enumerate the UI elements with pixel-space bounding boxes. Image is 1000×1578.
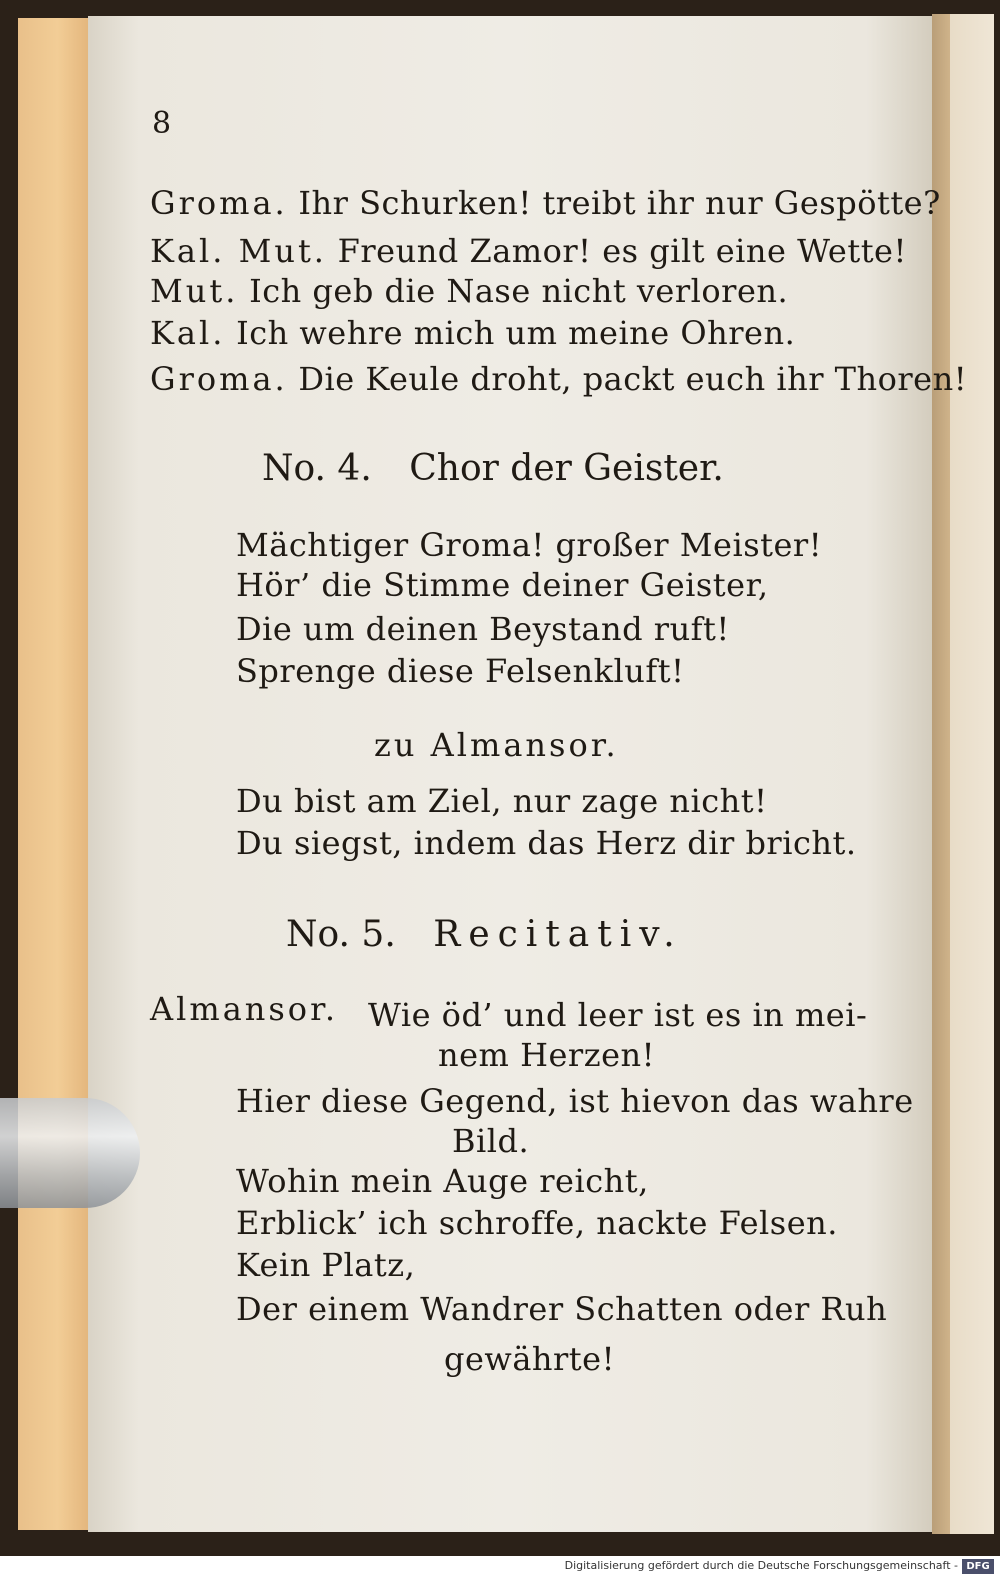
verse-line: Hör’ die Stimme deiner Geister,: [236, 566, 769, 604]
verse-line: Wie öd’ und leer ist es in mei-: [368, 996, 868, 1034]
dialogue-line-2: [150, 232, 907, 270]
dialogue-line-4: [150, 314, 795, 352]
line-text: Ihr Schurken! treibt ihr nur Gespötte?: [298, 184, 941, 222]
verse-line: Hier diese Gegend, ist hievon das wahre: [236, 1082, 914, 1120]
section-title: Recitativ.: [433, 914, 683, 955]
speaker: Mut.: [150, 272, 239, 310]
adjacent-page: [950, 14, 994, 1534]
line-text: Ich geb die Nase nicht verloren.: [249, 272, 789, 310]
speaker: Groma.: [150, 184, 288, 222]
funding-credit: Digitalisierung gefördert durch die Deutsche Forschungsgemeinschaft -: [564, 1559, 958, 1572]
verse-line: Du bist am Ziel, nur zage nicht!: [236, 782, 768, 820]
verse-line-cont: gewährte!: [444, 1340, 615, 1378]
verse-line-cont: nem Herzen!: [438, 1036, 655, 1074]
verse-line: Erblick’ ich schroffe, nackte Felsen.: [236, 1204, 838, 1242]
speaker: Kal.: [150, 314, 226, 352]
section-number: No. 4.: [262, 448, 372, 489]
dialogue-line-1: [150, 184, 941, 222]
speaker: Almansor.: [150, 990, 339, 1028]
line-text: Freund Zamor! es gilt eine Wette!: [337, 232, 907, 270]
book-gutter: [932, 14, 950, 1534]
speaker: Kal. Mut.: [150, 232, 327, 270]
verse-line: Wohin mein Auge reicht,: [236, 1162, 649, 1200]
verse-line: Sprenge diese Felsenkluft!: [236, 652, 685, 690]
verse-line: Die um deinen Beystand ruft!: [236, 610, 730, 648]
verse-line: Du siegst, indem das Herz dir bricht.: [236, 824, 857, 862]
dialogue-line-3: [150, 272, 788, 310]
verse-line-cont: Bild.: [452, 1122, 530, 1160]
section-heading-5: [286, 914, 683, 955]
stage-direction: zu Almansor.: [374, 726, 619, 764]
section-number: No. 5.: [286, 914, 396, 955]
line-text: Die Keule droht, packt euch ihr Thoren!: [298, 360, 968, 398]
line-text: Ich wehre mich um meine Ohren.: [236, 314, 796, 352]
section-title: Chor der Geister.: [409, 448, 724, 489]
section-heading-4: [262, 448, 724, 489]
page-clip: [0, 1098, 140, 1208]
verse-line: Mächtiger Groma! großer Meister!: [236, 526, 823, 564]
speaker: Groma.: [150, 360, 288, 398]
footer-bar: [0, 1556, 1000, 1578]
verse-line: Kein Platz,: [236, 1246, 416, 1284]
page-number: 8: [152, 106, 172, 141]
dialogue-line-5: [150, 360, 967, 398]
dfg-logo: DFG: [962, 1559, 994, 1574]
book-page-edge: [18, 18, 90, 1530]
verse-line: Der einem Wandrer Schatten oder Ruh: [236, 1290, 888, 1328]
